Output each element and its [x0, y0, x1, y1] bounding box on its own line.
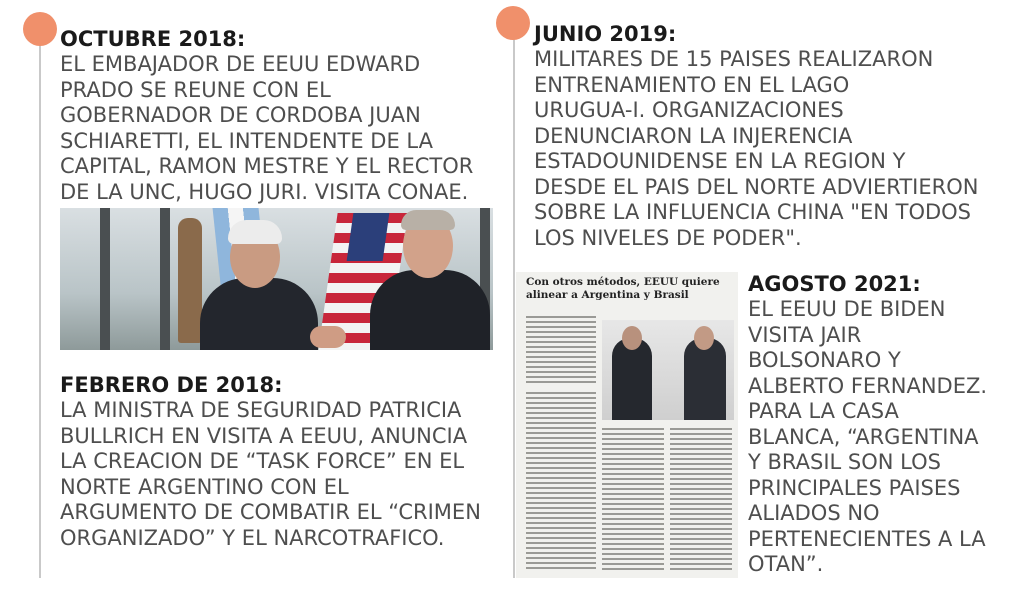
handshake [310, 326, 346, 348]
text-junio-2019: MILITARES DE 15 PAISES REALIZARON ENTRENAMIENTO EN EL LAGO URUGUA-I. ORGANIZACIONES DENUNCIARON LA INJERENCIA ESTADOUNIDENSE EN LA REGION Y DESDE EL PAIS DEL NORTE ADVIERTIERON SOBRE LA INFLUENCIA CHINA "EN TODOS LOS NIVELES DE PODER". [534, 47, 979, 250]
timeline-line-right [513, 22, 515, 578]
heading-octubre-2018: OCTUBRE 2018: [60, 27, 246, 51]
text-agosto-2021: EL EEUU DE BIDEN VISITA JAIR BOLSONARO Y ALBERTO FERNANDEZ. PARA LA CASA BLANCA, “ARGENTINA Y BRASIL SON LOS PRINCIPALES PAISES ALIADOS NO PERTENECIENTES A LA OTAN”. [748, 297, 988, 576]
timeline-dot-octubre-2018 [23, 12, 57, 46]
heading-agosto-2021: AGOSTO 2021: [748, 272, 921, 296]
text-febrero-2018: LA MINISTRA DE SEGURIDAD PATRICIA BULLRICH EN VISITA A EEUU, ANUNCIA LA CREACION DE “TASK FORCE” EN EL NORTE ARGENTINO CON EL ARGUMENTO DE COMBATIR EL “CRIMEN ORGANIZADO” Y EL NARCOTRAFICO. [60, 398, 481, 550]
newspaper-clipping [516, 272, 738, 578]
photo-handshake [60, 208, 493, 350]
timeline-line-left [39, 30, 41, 578]
text-octubre-2018: EL EMBAJADOR DE EEUU EDWARD PRADO SE REUNE CON EL GOBERNADOR DE CORDOBA JUAN SCHIARETTI, EL INTENDENTE DE LA CAPITAL, RAMON MESTRE Y EL RECTOR DE LA UNC, HUGO JURI. VISITA CONAE. [60, 52, 474, 204]
timeline-dot-junio-2019 [496, 6, 530, 40]
newspaper-headline: Con otros métodos, EEUU quiere alinear a Argentina y Brasil [526, 276, 720, 301]
newspaper-photo [602, 320, 734, 420]
statue [178, 218, 202, 343]
heading-junio-2019: JUNIO 2019: [534, 22, 677, 46]
heading-febrero-2018: FEBRERO DE 2018: [60, 373, 283, 397]
